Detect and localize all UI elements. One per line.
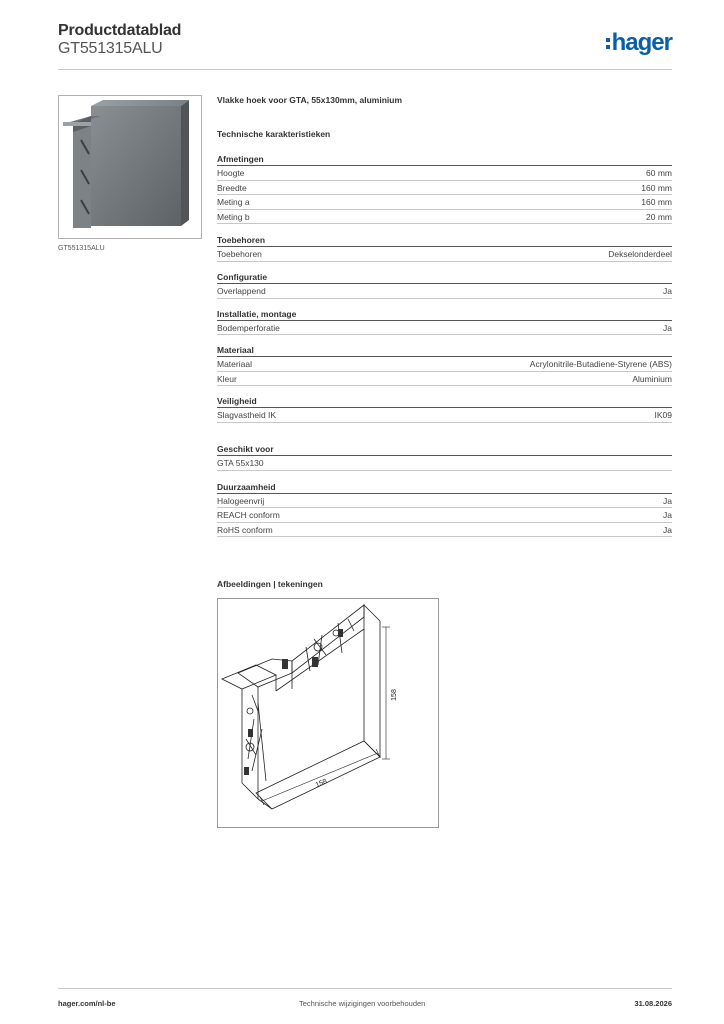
section-title: Installatie, montage [217,308,672,321]
dimension-height-label: 158 [391,689,398,701]
spec-label: Overlappend [217,285,266,296]
product-description: Vlakke hoek voor GTA, 55x130mm, aluminium [217,95,403,105]
footer-divider [58,988,672,989]
spec-content [217,95,672,537]
spec-label: Kleur [217,373,237,384]
spec-section [217,271,672,299]
spec-value: Ja [663,285,672,296]
spec-row [217,166,672,181]
page-header [58,22,672,70]
spec-value: IK09 [654,410,672,421]
spec-value: Ja [663,510,672,521]
spec-row [217,456,672,471]
section-title: Veiligheid [217,395,672,408]
section-title: Duurzaamheid [217,481,672,494]
spec-label: Slagvastheid IK [217,410,277,421]
logo-dots-icon [606,38,610,49]
footer-notice: Technische wijzigingen voorbehouden [299,999,426,1008]
spec-row [217,408,672,423]
spec-section [217,481,672,538]
spec-label: Halogeenvrij [217,495,265,506]
spec-row [217,321,672,336]
section-title: Materiaal [217,344,672,357]
dimension-drawing-icon [218,599,438,827]
spec-row [217,372,672,387]
spec-section [217,443,672,471]
images-heading: Afbeeldingen | tekeningen [217,579,323,589]
document-title: Productdatablad [58,22,182,39]
product-photo-icon [59,96,201,238]
spec-row [217,210,672,225]
spec-value: 160 mm [641,182,672,193]
spec-label: Bodemperforatie [217,322,280,333]
spec-row [217,195,672,210]
spec-row [217,247,672,262]
spec-sections [217,153,672,537]
section-title: Configuratie [217,271,672,284]
spec-value: Ja [663,524,672,535]
spec-row [217,523,672,538]
hager-logo [606,30,672,56]
spec-value: Ja [663,495,672,506]
spec-label: RoHS conform [217,524,273,535]
spec-row [217,494,672,509]
spec-label: Meting a [217,197,250,208]
spec-section [217,395,672,423]
tech-heading: Technische karakteristieken [217,129,331,139]
spec-label: Hoogte [217,168,245,178]
spec-value: Ja [663,322,672,333]
section-title: Geschikt voor [217,443,672,456]
spec-label: Breedte [217,182,247,193]
spec-label: GTA 55x130 [217,457,264,468]
section-title: Toebehoren [217,234,672,247]
technical-drawing [217,598,439,828]
spec-label: Toebehoren [217,249,262,260]
spec-row [217,181,672,196]
spec-label: REACH conform [217,510,280,521]
spec-row [217,284,672,299]
spec-label: Materiaal [217,359,252,370]
spec-value: 20 mm [646,211,672,222]
spec-value: Aluminium [632,373,672,384]
spec-row [217,357,672,372]
logo-text: hager [611,29,672,56]
product-code: GT551315ALU [58,40,163,57]
spec-section [217,344,672,386]
dimension-width-label: 158 [314,778,329,790]
thumbnail-caption: GT551315ALU [58,245,105,252]
spec-label: Meting b [217,211,250,222]
spec-row [217,508,672,523]
section-title: Afmetingen [217,153,672,166]
spec-value: 160 mm [641,197,672,208]
product-thumbnail [58,95,202,239]
spec-section [217,153,672,224]
header-divider [58,69,672,70]
footer-website[interactable]: hager.com/nl-be [58,999,116,1008]
spec-section [217,308,672,336]
spec-value: Acrylonitrile-Butadiene-Styrene (ABS) [529,359,672,370]
spec-value: 60 mm [646,168,672,178]
spec-value: Dekselonderdeel [608,249,672,260]
footer-date: 31.08.2026 [634,999,672,1008]
spec-section [217,234,672,262]
